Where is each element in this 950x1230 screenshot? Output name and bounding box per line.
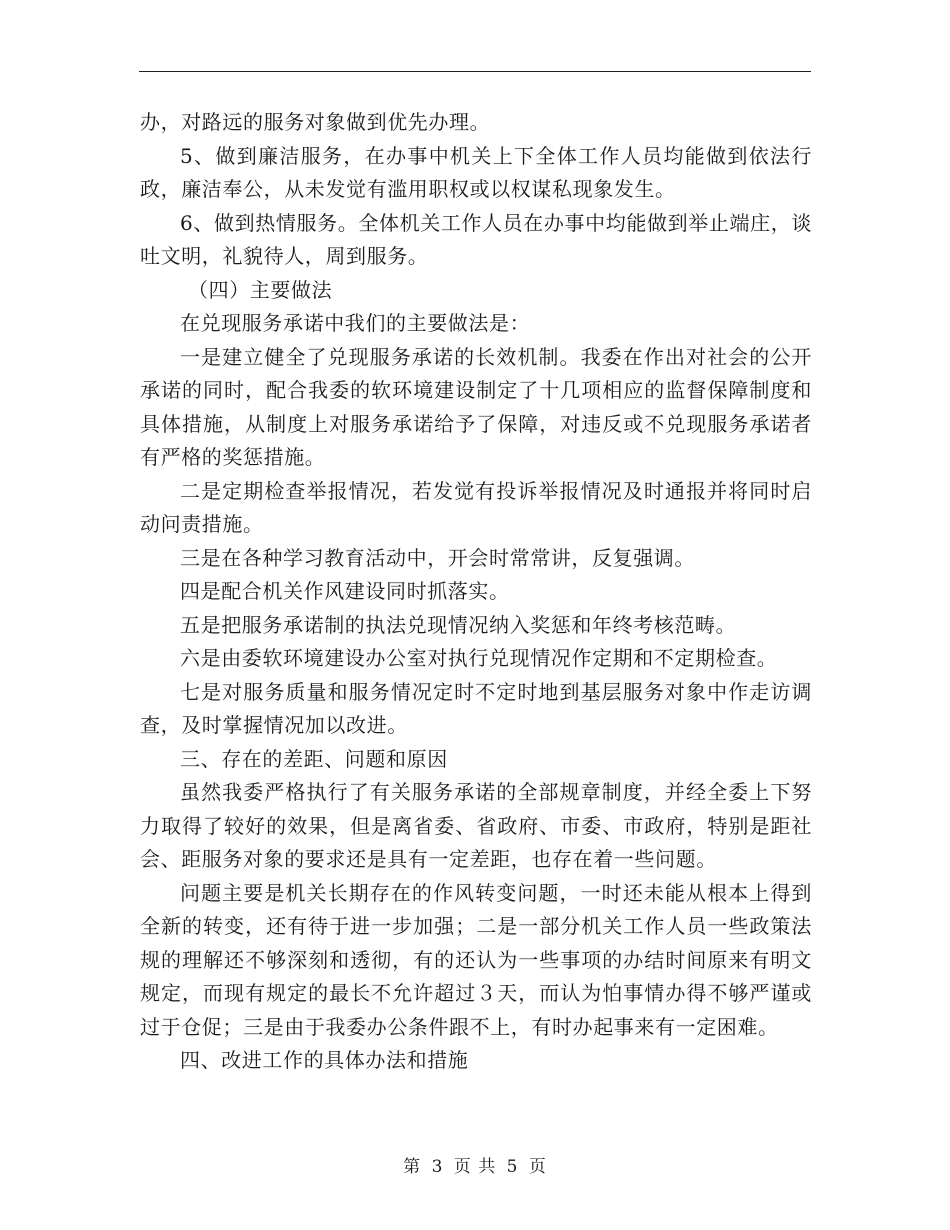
- section-heading-improvements: 四、改进工作的具体办法和措施: [180, 1048, 469, 1072]
- paragraph-practice-6: 六是由委软环境建设办公室对执行兑现情况作定期和不定期检查。: [180, 646, 778, 670]
- paragraph-practice-5: 五是把服务承诺制的执法兑现情况纳入奖惩和年终考核范畴。: [180, 612, 737, 637]
- paragraph-practice-7: 七是对服务质量和服务情况定时不定时地到基层服务对象中作走访调查，及时掌握情况加以改进。: [140, 679, 812, 737]
- paragraph-practice-1: 一是建立健全了兑现服务承诺的长效机制。我委在作出对社会的公开承诺的同时，配合我委的软环境建设制定了十几项相应的监督保障制度和具体措施，从制度上对服务承诺给予了保障，对违反或不兑现服务承诺者有严格的奖惩措施。: [140, 344, 812, 469]
- paragraph-continuation: 办，对路远的服务对象做到优先办理。: [140, 110, 491, 134]
- paragraph-practice-3: 三是在各种学习教育活动中，开会时常常讲，反复强调。: [180, 545, 695, 570]
- footer-prefix: 第: [403, 1157, 422, 1177]
- page-footer: [0, 1152, 950, 1177]
- paragraph-practice-4: 四是配合机关作风建设同时抓落实。: [180, 579, 510, 603]
- footer-total-pages: 5: [506, 1157, 519, 1177]
- footer-suffix: 页: [528, 1157, 547, 1177]
- section-heading-gaps: 三、存在的差距、问题和原因: [180, 746, 448, 771]
- header-rule: [139, 71, 811, 72]
- paragraph-item-5: 5、做到廉洁服务，在办事中机关上下全体工作人员均能做到依法行政，廉洁奉公，从未发觉有滥用职权或以权谋私现象发生。: [140, 143, 812, 201]
- section-heading-main-practices: （四）主要做法: [188, 277, 333, 302]
- footer-middle: 页 共: [453, 1157, 497, 1177]
- paragraph-gaps-overview: 虽然我委严格执行了有关服务承诺的全部规章制度，并经全委上下努力取得了较好的效果，但是离省委、省政府、市委、市政府，特别是距社会、距服务对象的要求还是具有一定差距，也存在着一些问题。: [140, 780, 812, 871]
- paragraph-practice-2: 二是定期检查举报情况，若发觉有投诉举报情况及时通报并将同时启动问责措施。: [140, 478, 812, 536]
- paragraph-problems: 问题主要是机关长期存在的作风转变问题，一时还未能从根本上得到全新的转变，还有待于进一步加强；二是一部分机关工作人员一些政策法规的理解还不够深刻和透彻，有的还认为一些事项的办结时间原来有明文规定，而现有规定的最长不允许超过３天，而认为怕事情办得不够严谨或过于仓促；三是由于我委办公条件跟不上，有时办起事来有一定困难。: [140, 880, 812, 1039]
- document-body: [140, 106, 812, 1078]
- paragraph-item-6: 6、做到热情服务。全体机关工作人员在办事中均能做到举止端庄，谈吐文明，礼貌待人，周到服务。: [140, 210, 812, 268]
- paragraph-intro-practices: 在兑现服务承诺中我们的主要做法是：: [180, 311, 531, 335]
- footer-page-number: 3: [431, 1157, 444, 1177]
